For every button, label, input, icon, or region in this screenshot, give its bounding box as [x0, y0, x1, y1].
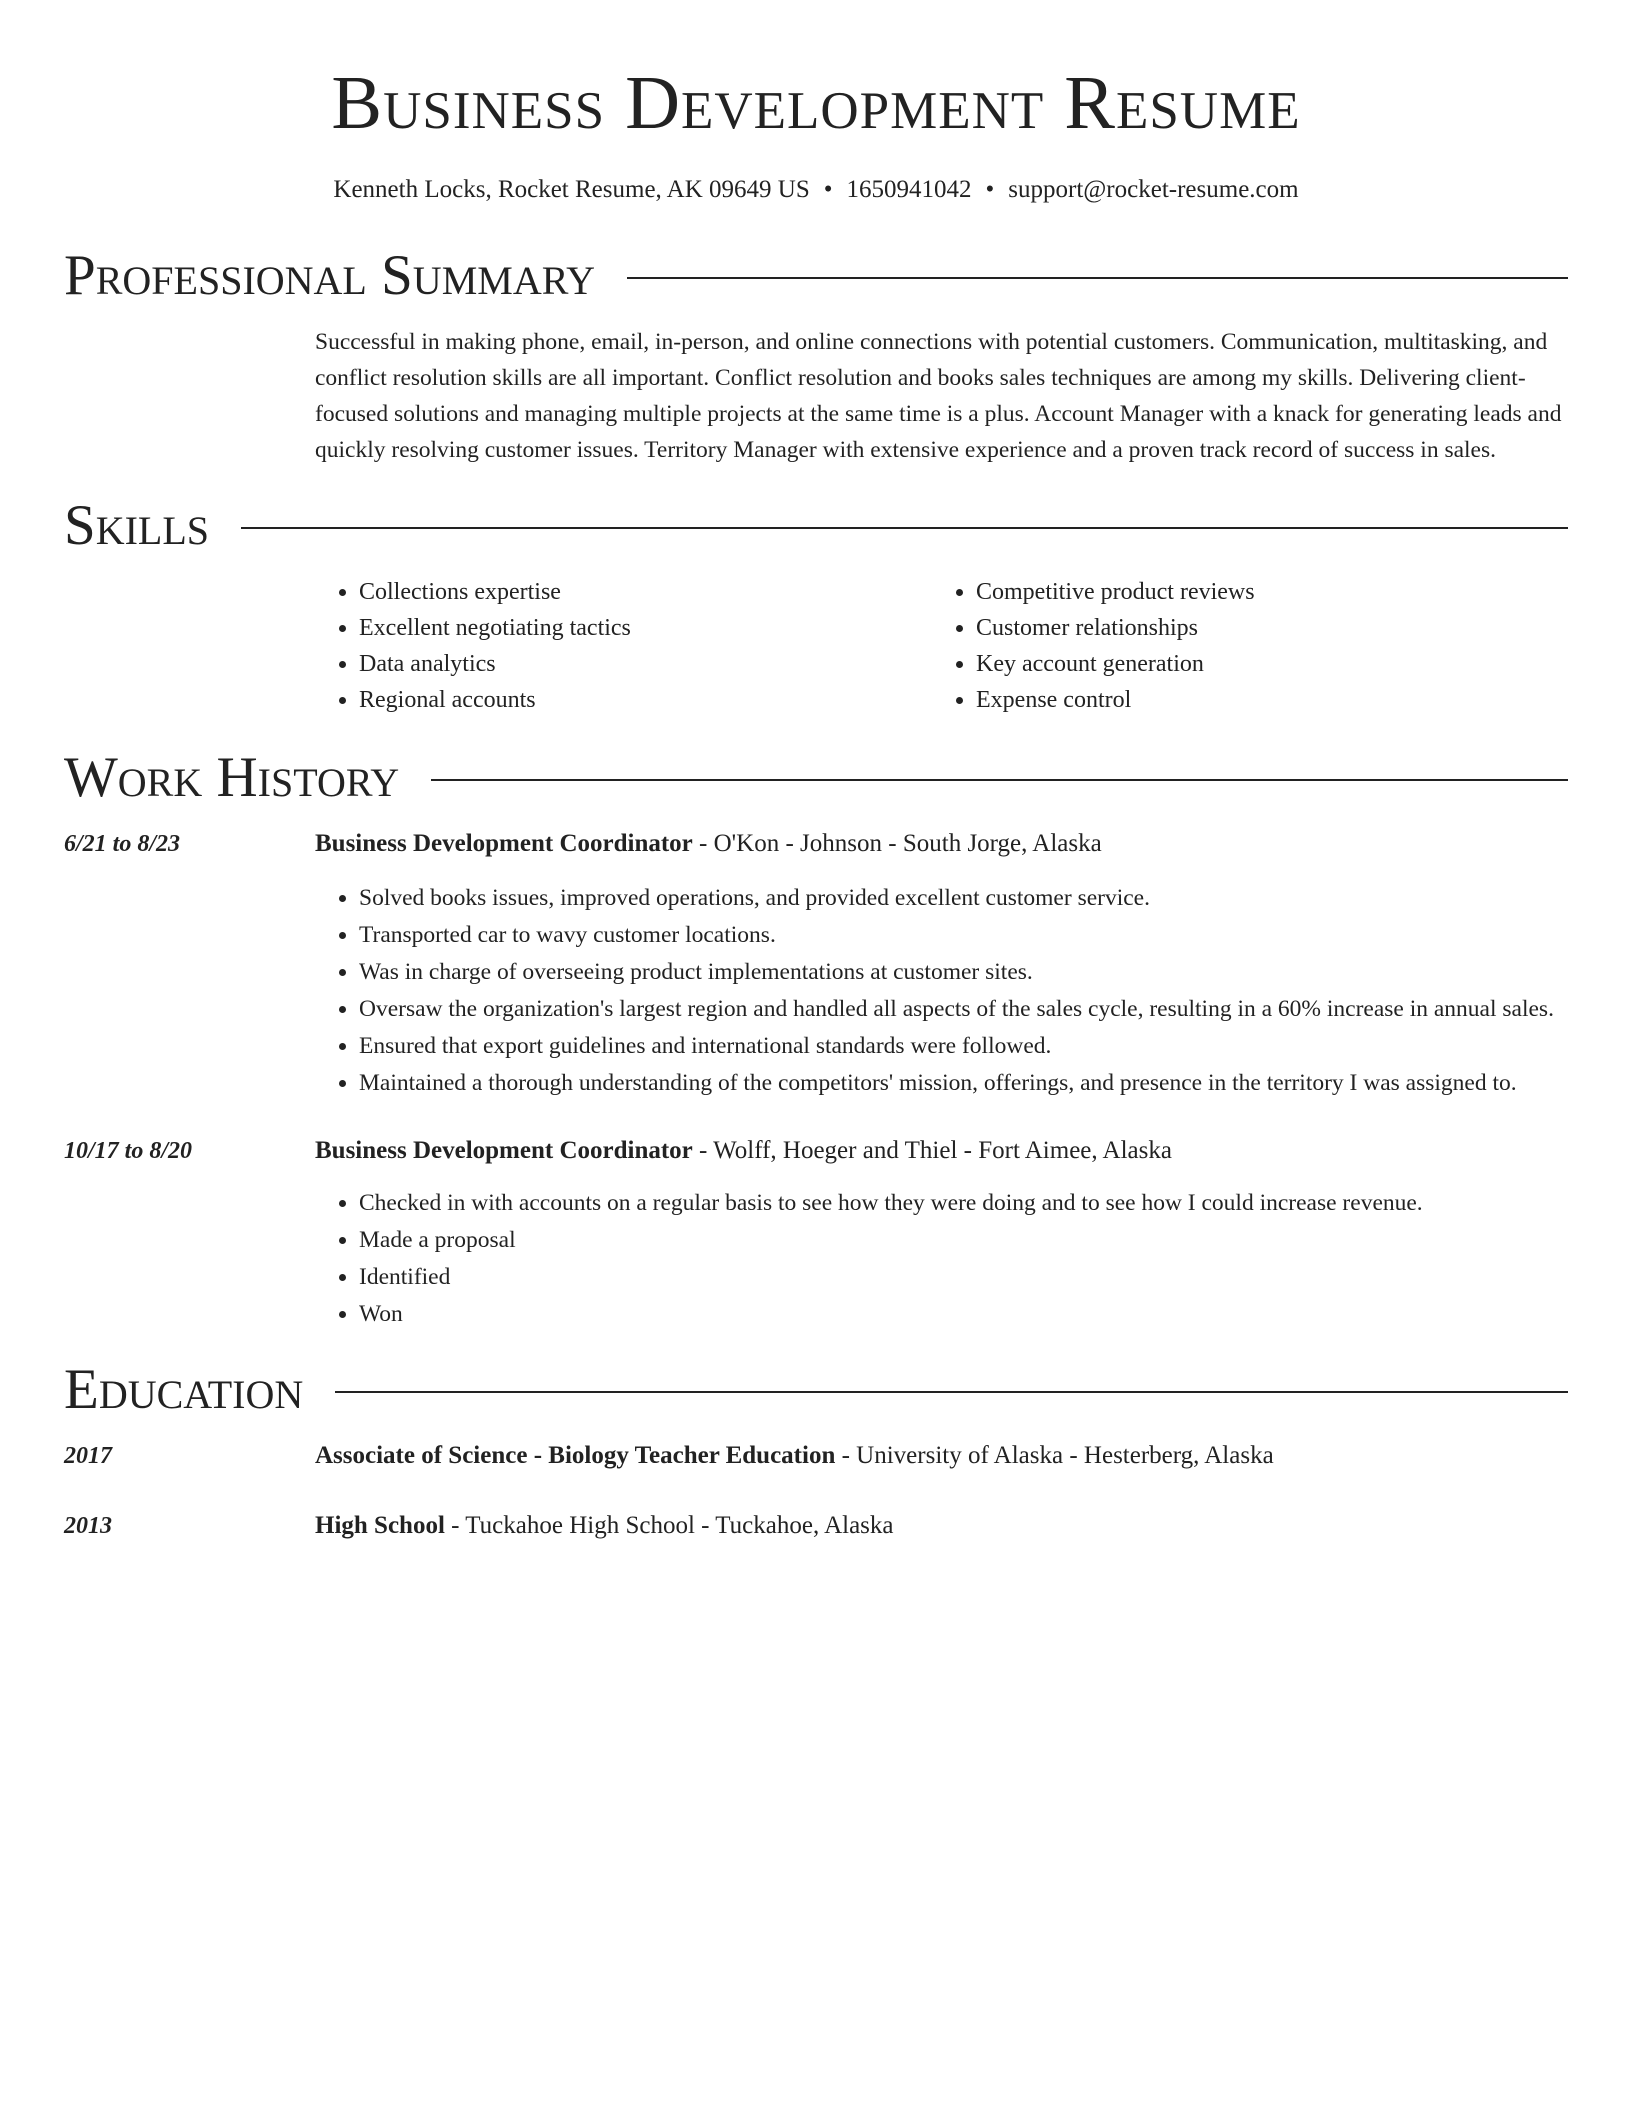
work-bullets — [315, 880, 1568, 1101]
skill-item: • Data analytics — [359, 646, 932, 682]
contact-separator: • — [823, 176, 833, 203]
skill-item: • Collections expertise — [359, 574, 932, 610]
work-details: - Wolff, Hoeger and Thiel - Fort Aimee, Alaska — [692, 1137, 1172, 1164]
list-item: • Was in charge of overseeing product implementations at customer sites. — [359, 954, 1568, 990]
work-section-header — [64, 746, 1568, 810]
list-item: • Maintained a thorough understanding of the competitors' mission, offerings, and presence in the territory I was assigned to. — [359, 1065, 1568, 1101]
education-header — [315, 1508, 894, 1544]
skill-item: • Regional accounts — [359, 682, 932, 718]
contact-separator: • — [985, 176, 995, 203]
section-divider — [335, 1391, 1568, 1393]
contact-address: Kenneth Locks, Rocket Resume, AK 09649 US — [333, 176, 810, 203]
skill-item: • Expense control — [976, 682, 1549, 718]
skill-item: • Competitive product reviews — [976, 574, 1549, 610]
work-heading: Work History — [64, 746, 400, 809]
skills-list — [315, 574, 1568, 718]
contact-phone: 1650941042 — [846, 176, 972, 203]
summary-body — [315, 324, 1568, 468]
work-dates: 6/21 to 8/23 — [64, 831, 181, 857]
education-section-header — [64, 1358, 1568, 1422]
resume-title: Business Development Resume — [331, 61, 1301, 145]
education-entry — [64, 1508, 1568, 1544]
section-divider — [431, 779, 1568, 781]
contact-line — [64, 174, 1568, 206]
list-item: • Checked in with accounts on a regular basis to see how they were doing and to see how I could increase revenue. — [359, 1185, 1568, 1221]
education-degree: Associate of Science - Biology Teacher Education — [315, 1442, 836, 1469]
skill-item: • Key account generation — [976, 646, 1549, 682]
education-year: 2013 — [64, 1513, 112, 1539]
work-header — [315, 1133, 1172, 1169]
skills-heading: Skills — [64, 494, 210, 557]
education-heading: Education — [64, 1358, 304, 1421]
bullet-list — [315, 880, 1568, 1101]
education-header — [315, 1438, 1274, 1474]
list-item: • Ensured that export guidelines and international standards were followed. — [359, 1028, 1568, 1064]
list-item: • Made a proposal — [359, 1222, 1568, 1258]
work-role: Business Development Coordinator — [315, 830, 693, 857]
summary-heading: Professional Summary — [64, 244, 596, 307]
skills-section-header — [64, 494, 1568, 558]
education-details: - University of Alaska - Hesterberg, Alaska — [835, 1442, 1274, 1469]
work-dates: 10/17 to 8/20 — [64, 1138, 193, 1164]
skills-column-right — [932, 574, 1549, 718]
work-entry — [64, 826, 1568, 862]
skill-item: • Customer relationships — [976, 610, 1549, 646]
summary-section-header — [64, 244, 1568, 308]
bullet-list — [315, 1185, 1568, 1332]
work-entry — [64, 1133, 1568, 1169]
education-degree: High School — [315, 1512, 445, 1539]
list-item: • Won — [359, 1296, 1568, 1332]
education-entry — [64, 1438, 1568, 1474]
list-item: • Oversaw the organization's largest region and handled all aspects of the sales cycle, resulting in a 60% increase in annual sales. — [359, 991, 1568, 1027]
summary-text: Successful in making phone, email, in-person, and online connections with potential customers. Communication, multitasking, and conflict resolution skills are all important. Conflict resolution and books sales techniques are among my skills. Delivering client-focused solutions and managing multiple projects at the same time is a plus. Account Manager with a knack for generating leads and quickly resolving customer issues. Territory Manager with extensive experience and a proven track record of success in sales. — [315, 329, 1562, 463]
contact-email: support@rocket-resume.com — [1008, 176, 1299, 203]
work-details: - O'Kon - Johnson - South Jorge, Alaska — [692, 830, 1102, 857]
list-item: • Solved books issues, improved operations, and provided excellent customer service. — [359, 880, 1568, 916]
work-header — [315, 826, 1102, 862]
section-divider — [627, 277, 1568, 279]
education-year: 2017 — [64, 1443, 112, 1469]
section-divider — [241, 527, 1568, 529]
work-role: Business Development Coordinator — [315, 1137, 693, 1164]
list-item: • Transported car to wavy customer locations. — [359, 917, 1568, 953]
list-item: • Identified — [359, 1259, 1568, 1295]
education-details: - Tuckahoe High School - Tuckahoe, Alaska — [444, 1512, 894, 1539]
skill-item: • Excellent negotiating tactics — [359, 610, 932, 646]
work-bullets — [315, 1185, 1568, 1332]
skills-column-left — [315, 574, 932, 718]
